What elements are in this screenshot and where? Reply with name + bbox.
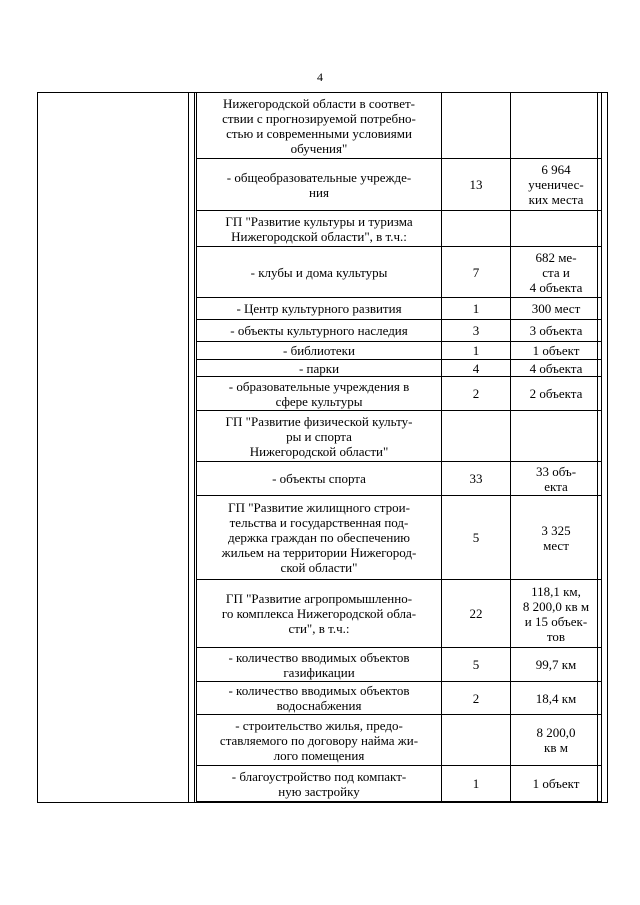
count-cell: 13 xyxy=(442,159,511,211)
count-cell: 33 xyxy=(442,462,511,496)
count-cell: 4 xyxy=(442,360,511,377)
table-row xyxy=(197,342,602,360)
table-row xyxy=(197,580,602,648)
program-name-cell: ГП "Развитие культуры и туризма Нижегородской области", в т.ч.: xyxy=(197,211,442,247)
capacity-cell: 99,7 км xyxy=(511,648,602,682)
capacity-cell: 33 объ- екта xyxy=(511,462,602,496)
program-name-cell: - парки xyxy=(197,360,442,377)
program-name-cell: - объекты культурного наследия xyxy=(197,320,442,342)
program-objects-table xyxy=(196,92,602,802)
count-cell: 2 xyxy=(442,377,511,411)
capacity-cell: 1 объект xyxy=(511,766,602,802)
table-row xyxy=(197,766,602,802)
table-row xyxy=(197,496,602,580)
capacity-cell: 682 ме- ста и 4 объекта xyxy=(511,247,602,298)
table-row xyxy=(197,682,602,715)
table-row xyxy=(197,648,602,682)
capacity-cell xyxy=(511,411,602,462)
program-name-cell: - библиотеки xyxy=(197,342,442,360)
table-row xyxy=(197,211,602,247)
program-name-cell: - общеобразовательные учрежде- ния xyxy=(197,159,442,211)
count-cell: 3 xyxy=(442,320,511,342)
program-name-cell: - количество вводимых объектов водоснабжения xyxy=(197,682,442,715)
count-cell xyxy=(442,411,511,462)
count-cell: 5 xyxy=(442,496,511,580)
program-name-cell: - количество вводимых объектов газификации xyxy=(197,648,442,682)
program-name-cell: - строительство жилья, предо- ставляемого по договору найма жи- лого помещения xyxy=(197,715,442,766)
count-cell: 5 xyxy=(442,648,511,682)
program-name-cell: - образовательные учреждения в сфере культуры xyxy=(197,377,442,411)
table-row xyxy=(197,320,602,342)
column-divider xyxy=(194,92,195,803)
count-cell: 1 xyxy=(442,766,511,802)
count-cell xyxy=(442,93,511,159)
table-row xyxy=(197,298,602,320)
capacity-cell: 18,4 км xyxy=(511,682,602,715)
table-row xyxy=(197,411,602,462)
table-row xyxy=(197,360,602,377)
count-cell: 1 xyxy=(442,342,511,360)
table-row xyxy=(197,247,602,298)
program-name-cell: - Центр культурного развития xyxy=(197,298,442,320)
capacity-cell: 8 200,0 кв м xyxy=(511,715,602,766)
table-row xyxy=(197,159,602,211)
program-name-cell: ГП "Развитие физической культу- ры и спорта Нижегородской области" xyxy=(197,411,442,462)
program-name-cell: - объекты спорта xyxy=(197,462,442,496)
capacity-cell: 2 объекта xyxy=(511,377,602,411)
count-cell: 7 xyxy=(442,247,511,298)
program-name-cell: ГП "Развитие агропромышленно- го комплекса Нижегородской обла- сти", в т.ч.: xyxy=(197,580,442,648)
column-divider xyxy=(188,92,189,803)
capacity-cell: 3 325 мест xyxy=(511,496,602,580)
capacity-cell: 1 объект xyxy=(511,342,602,360)
count-cell: 1 xyxy=(442,298,511,320)
table-row xyxy=(197,715,602,766)
program-name-cell: Нижегородской области в соответ- ствии с прогнозируемой потребно- стью и современными условиями обучения" xyxy=(197,93,442,159)
capacity-cell: 6 964 ученичес- ких места xyxy=(511,159,602,211)
capacity-cell: 118,1 км, 8 200,0 кв м и 15 объек- тов xyxy=(511,580,602,648)
program-name-cell: - клубы и дома культуры xyxy=(197,247,442,298)
count-cell: 22 xyxy=(442,580,511,648)
program-name-cell: - благоустройство под компакт- ную застройку xyxy=(197,766,442,802)
count-cell xyxy=(442,715,511,766)
capacity-cell: 4 объекта xyxy=(511,360,602,377)
table-row xyxy=(197,377,602,411)
count-cell: 2 xyxy=(442,682,511,715)
program-name-cell: ГП "Развитие жилищного строи- тельства и государственная под- держка граждан по обеспечению жильем на территории Нижегород- ской области" xyxy=(197,496,442,580)
capacity-cell: 3 объекта xyxy=(511,320,602,342)
table-row xyxy=(197,462,602,496)
capacity-cell xyxy=(511,93,602,159)
capacity-cell: 300 мест xyxy=(511,298,602,320)
capacity-cell xyxy=(511,211,602,247)
page-number: 4 xyxy=(317,70,323,84)
table-row xyxy=(197,93,602,159)
count-cell xyxy=(442,211,511,247)
